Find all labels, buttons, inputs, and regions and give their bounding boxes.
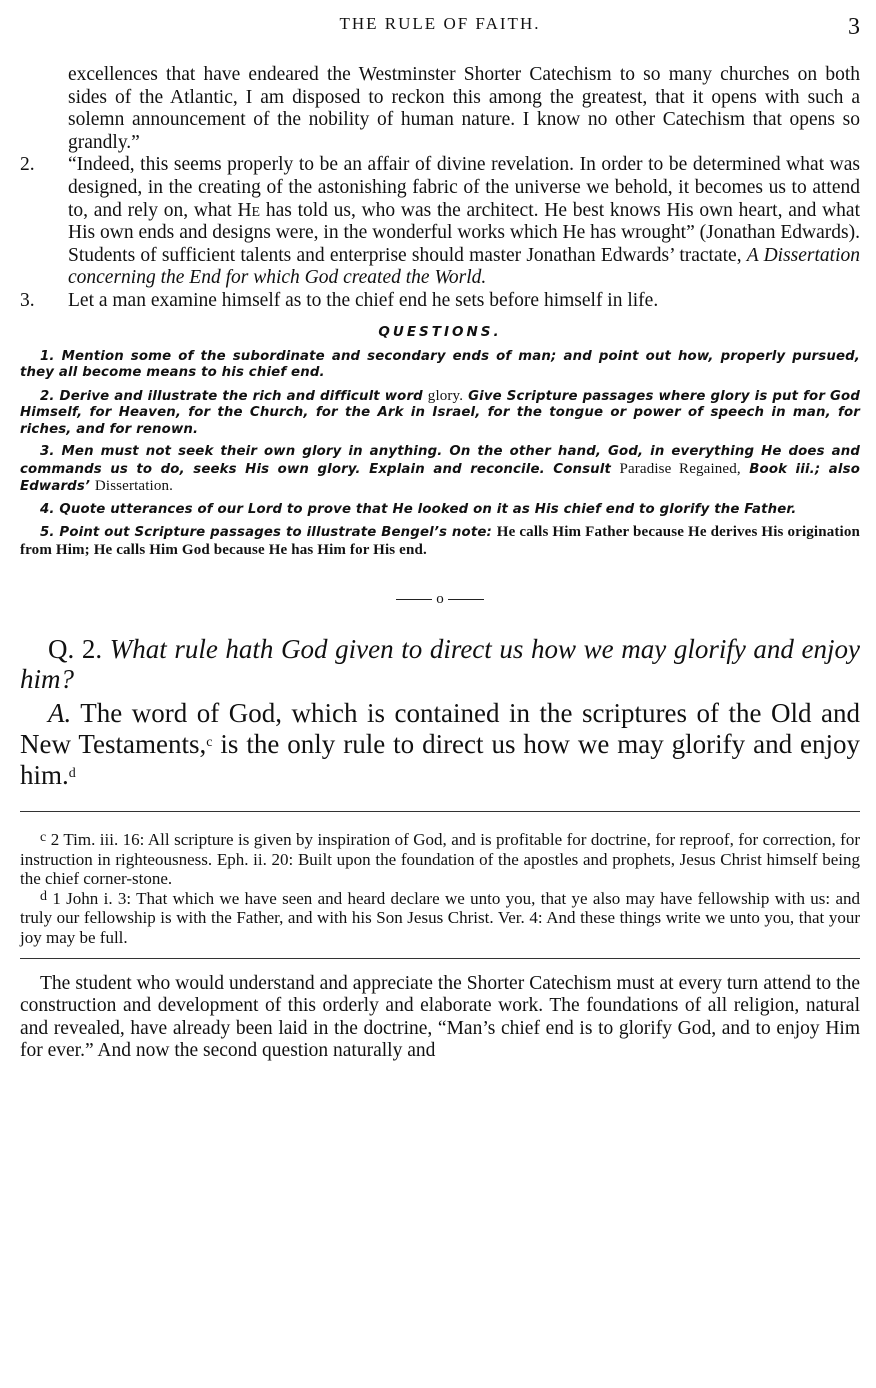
glory-word: glory.	[427, 387, 464, 404]
questions-heading: QUESTIONS.	[378, 323, 502, 340]
footnote-d: $^d$ 1 John i. 3: That which we have seen and heard declare we unto you, that ye also may have fellowship with us: and truly our fellowship is with the Father, and with his Son Jesus Christ. Ver. 4: And these things write we unto you, that your joy may be full.	[20, 888, 860, 948]
question-label: Q. 2.	[48, 634, 103, 665]
question-item: 4. Quote utterances of our Lord to prove that He looked on it as His chief end to glorify the Father.	[40, 501, 797, 517]
divider-glyph: o	[436, 591, 444, 608]
note-item-3	[20, 290, 860, 313]
running-title: THE RULE OF FAITH.	[339, 14, 541, 33]
catechism-answer: A. The word of God, which is contained in the scriptures of the Old and New Testaments,$^c$ is the only rule to direct us how we may glorify and enjoy him.$^d$	[20, 698, 860, 791]
note-item-2	[20, 154, 860, 290]
small-caps-he: He	[237, 199, 261, 221]
paradise-regained: Paradise Regained,	[619, 460, 741, 477]
note-number: 2.	[20, 154, 35, 176]
page-number: 3	[848, 14, 860, 40]
question-item: 1. Mention some of the subordinate and secondary ends of man; and point out how, properly pursued, they all become means to his chief end.	[20, 348, 860, 381]
note-text: Let a man examine himself as to the chief end he sets before himself in life.	[68, 289, 659, 311]
note-text: “Indeed, this seems properly to be an affair of divine revelation. In order to be determined what was designed, in the creating of the astonishing fabric of the universe we behold, it becomes us to attend to, and rely on, what He has told us, who was the architect. He best knows His own heart, and what His own ends and designs were, in the wonderful works which He has wrought” (Jonathan Edwards). Students of sufficient talents and enterprise should master Jonathan Edwards’ tractate, A Dissertation concerning the End for which God created the World.	[68, 154, 861, 289]
question-item: 5. Point out Scripture passages to illustrate Bengel’s note: He calls Him Father because He derives His origination from Him; He calls Him God because He has Him for His end.	[20, 524, 860, 558]
question-text: What rule hath God given to direct us how we may glorify and enjoy him?	[20, 634, 861, 695]
closing-paragraph: The student who would understand and appreciate the Shorter Catechism must at every turn attend to the construction and development of this orderly and elaborate work. The foundations of all religion, natural and revealed, have already been laid in the doctrine, “Man’s chief end is to glorify God, and to enjoy Him for ever.” And now the second question naturally and	[20, 972, 860, 1062]
questions-list	[20, 349, 860, 560]
footnote-ref-d: d	[68, 766, 76, 782]
question-item: 2. Derive and illustrate the rich and difficult word glory. Give Scripture passages where glory is put for God Himself, for Heaven, for the Church, for the Ark in Israel, for the tongue or power of speech in man, for riches, and for renown.	[20, 387, 860, 437]
footnote-c: $^c$ 2 Tim. iii. 16: All scripture is given by inspiration of God, and is profitable for doctrine, for reproof, for correction, for instruction in righteousness. Eph. ii. 20: Built upon the foundation of the apostles and prophets, Jesus Christ himself being the chief corner-stone.	[20, 830, 861, 889]
page-header	[20, 0, 860, 50]
note-number: 3.	[20, 289, 35, 311]
continuation-paragraph: excellences that have endeared the Westminster Shorter Catechism to so many churches on both sides of the Atlantic, I am disposed to reckon this among the greatest, that it opens with such a solemn announcement of the nobility of human nature. I know no other Catechism that opens so grandly.”	[68, 64, 860, 153]
dissertation-word: Dissertation.	[94, 478, 174, 495]
page	[20, 0, 860, 1063]
footnote-ref-c: c	[206, 735, 213, 751]
question-item: 3. Men must not seek their own glory in anything. On the other hand, God, in everything He does and commands us to do, seeks His own glory. Explain and reconcile. Consult Paradise Regained, Book iii.; also Edwards’ Dissertation.	[20, 444, 860, 495]
book-title: A Dissertation concerning the End for which God created the World.	[68, 244, 860, 289]
catechism-question	[20, 634, 860, 694]
section-divider	[20, 591, 860, 608]
bengel-quote: He calls Him Father because He derives His origination from Him; He calls Him God because He has Him for His end.	[20, 524, 860, 558]
answer-label: A.	[48, 698, 72, 729]
footnotes	[20, 812, 860, 958]
